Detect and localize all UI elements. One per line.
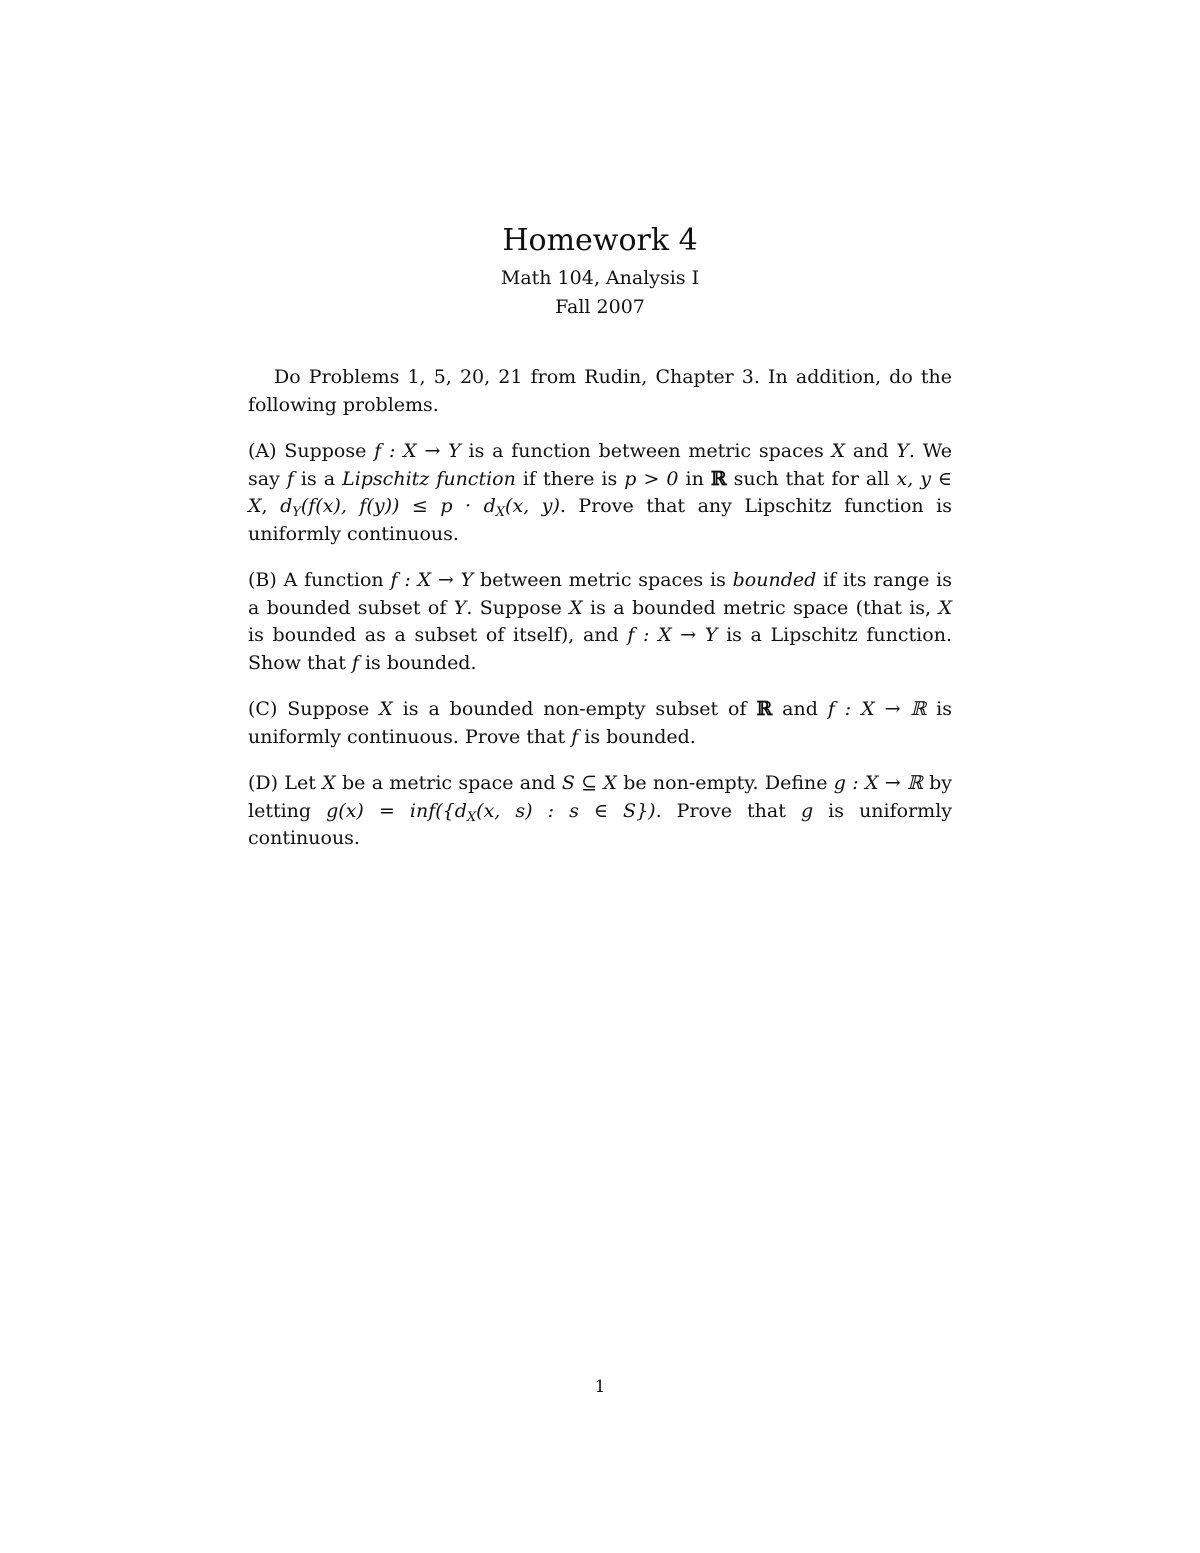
math-var-x: X	[831, 440, 846, 462]
problem-d-text: be a metric space and	[335, 772, 562, 794]
math-g-map: g : X → ℝ	[833, 772, 923, 794]
problem-b-text: is a bounded metric space (that is,	[582, 596, 939, 619]
problem-d	[248, 770, 952, 853]
problem-b-text: is a Lipschitz function. Show that	[248, 624, 952, 674]
math-p-positive: p > 0	[624, 467, 679, 490]
term-date: Fall 2007	[555, 296, 645, 318]
document-title: Homework 4	[502, 223, 698, 258]
math-var-f: f	[571, 725, 579, 748]
problem-d-text: by letting	[248, 772, 952, 822]
problem-d-text: is uniformly continuous.	[248, 799, 952, 849]
problem-a-text: . We say	[248, 440, 952, 490]
problem-d-text: (D) Let	[248, 772, 323, 794]
document-body	[248, 364, 952, 872]
problem-a-text: (A) Suppose	[248, 440, 375, 462]
math-var-f: f	[286, 467, 294, 490]
math-var-f: f	[351, 651, 359, 674]
math-var-x: X	[569, 596, 583, 619]
problem-a-text: in	[678, 467, 711, 490]
math-function-map: f : X → Y	[627, 624, 718, 646]
math-lipschitz-rhs: (x, y)	[505, 495, 560, 517]
math-var-x: X	[322, 772, 336, 794]
math-function-map: f : X → Y	[374, 440, 461, 462]
math-g-definition	[326, 799, 656, 825]
problem-b-text: between metric spaces is	[473, 569, 733, 591]
problem-c-text: is uniformly continuous. Prove that	[248, 698, 952, 748]
problem-c-text: is bounded.	[578, 725, 696, 748]
defined-term-lipschitz: Lipschitz function	[342, 467, 516, 490]
problem-a-text: such that for all	[726, 467, 897, 490]
math-var-x: X	[938, 596, 952, 619]
document-header	[0, 222, 1200, 322]
problem-c-text: is a bounded non-empty subset of	[392, 698, 757, 720]
math-reals: ℝ	[756, 698, 773, 720]
problem-b-text: . Suppose	[466, 596, 570, 619]
problem-d-text: be non-empty. Define	[616, 772, 834, 794]
math-g-def-part2: (x, s) : s ∈ S})	[476, 799, 656, 822]
defined-term-bounded: bounded	[732, 569, 817, 591]
problem-a-text: and	[845, 440, 897, 462]
problem-a-text: if there is	[515, 467, 625, 490]
math-s-subset-x: S ⊆ X	[561, 772, 617, 794]
page-number: 1	[594, 1377, 606, 1397]
math-g-def-sub-x: X	[466, 809, 477, 825]
problem-a-text: is a	[293, 467, 343, 490]
math-lipschitz-inequality	[280, 495, 560, 520]
math-function-map: f : X → Y	[390, 569, 474, 591]
math-var-x: X	[379, 698, 393, 720]
math-function-map-reals: f : X → ℝ	[827, 698, 927, 720]
intro-paragraph: Do Problems 1, 5, 20, 21 from Rudin, Chapter 3. In addition, do the following problems.	[248, 366, 952, 416]
math-var-y: Y	[896, 440, 909, 462]
problem-b-text: if its range is a bounded subset of	[248, 569, 952, 619]
problem-b-text: (B) A function	[248, 569, 391, 591]
course-name: Math 104, Analysis I	[500, 267, 700, 289]
math-var-g: g	[800, 799, 814, 822]
problem-c-text: and	[772, 698, 828, 720]
problem-a-text: . Prove that any Lipschitz function is uniformly continuous.	[248, 495, 953, 545]
problem-a-text: is a function between metric spaces	[460, 440, 832, 462]
problem-d-text: . Prove that	[655, 799, 801, 822]
problem-b	[248, 567, 952, 677]
math-lipschitz-mid: (f(x), f(y)) ≤ p · d	[300, 495, 496, 517]
math-reals: ℝ	[710, 467, 727, 490]
problem-a-text: ,	[261, 495, 281, 517]
problem-b-text: is bounded as a subset of itself), and	[248, 624, 628, 646]
problem-c	[248, 696, 952, 751]
math-lipschitz-d: d	[280, 495, 293, 517]
problem-c-text: (C) Suppose	[248, 698, 380, 720]
math-lipschitz-sub-y: Y	[292, 505, 301, 520]
math-xy-in-x: x, y ∈ X	[248, 467, 952, 517]
math-lipschitz-sub-x: X	[495, 505, 506, 520]
problem-a	[248, 438, 952, 548]
problem-b-text: is bounded.	[358, 651, 477, 674]
math-g-def-part1: g(x) = inf({d	[326, 799, 467, 822]
math-var-y: Y	[453, 596, 467, 619]
